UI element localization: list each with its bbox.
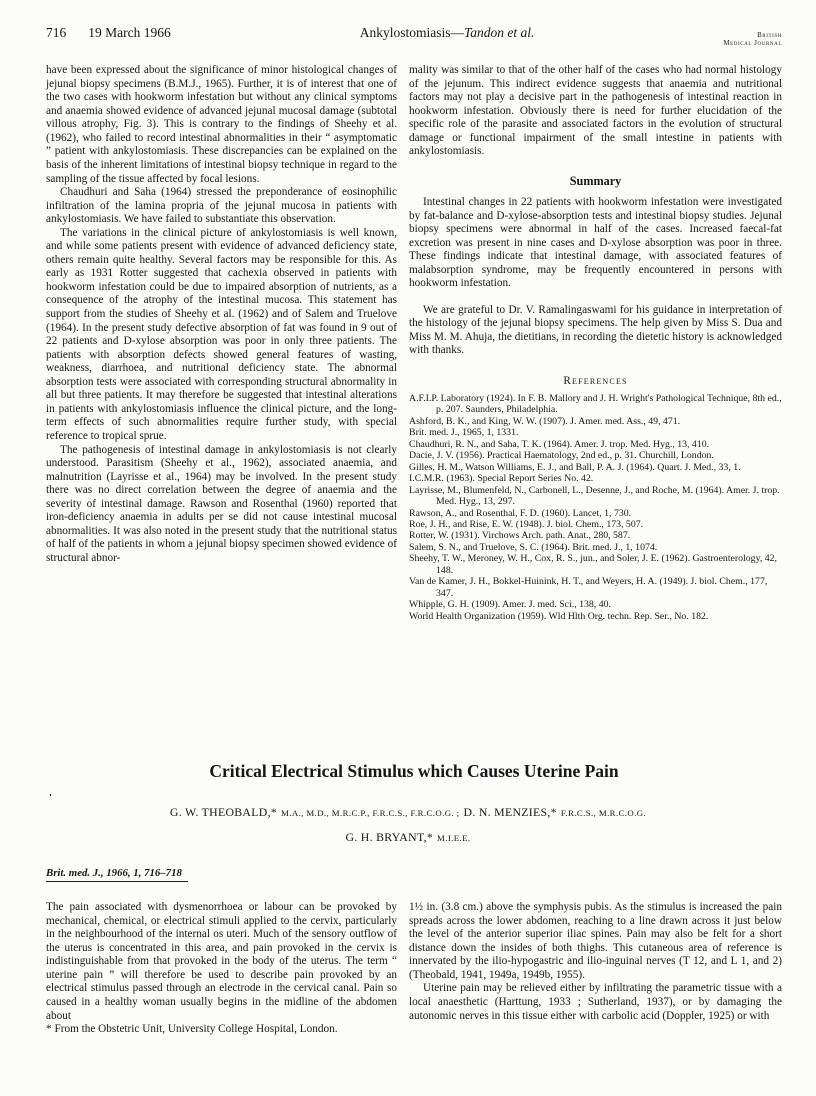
reference-item: Gilles, H. M., Watson Williams, E. J., and Ball, P. A. J. (1964). Quart. J. Med., 33, 1. [409,461,741,473]
authors-line-1 [0,803,816,821]
reference-item: Whipple, G. H. (1909). Amer. J. med. Sci., 138, 40. [409,599,611,611]
author-credentials: M.A., M.D., M.R.C.P., F.R.C.S., F.R.C.O.G. ; [281,808,460,819]
discussion-right-column [409,64,782,714]
reference-list [409,393,782,622]
summary-heading: Summary [569,174,622,189]
references-heading: References [563,375,628,388]
reference-item: Rotter, W. (1931). Virchows Arch. path. Anat., 280, 587. [409,530,631,542]
author-name: G. H. BRYANT,* [345,830,434,845]
scan-artifact-mark: ' [49,792,53,804]
reference-item: World Health Organization (1959). Wld Hlth Org. techn. Rep. Ser., No. 182. [409,610,709,622]
journal-name-line2: Medical Journal [723,39,782,47]
citation-row [46,863,782,882]
reference-item: Rawson, A., and Rosenthal, F. D. (1960). Lancet, 1, 730. [409,507,632,519]
running-title-authors: Tandon et al. [464,25,535,40]
article-right-column [409,901,782,1036]
author-credentials: F.R.C.S., M.R.C.O.G. [560,808,647,819]
paragraph: The variations in the clinical picture of ankylostomiasis is well known, and while some patients present with evidence of advanced deficiency state, others remain quite healthy. Several factors may be responsible for this. As early as 1931 Rotter suggested that cachexia observed in patients with hookworm infestation could be due to impaired absorption of nutrients, as a consequence of the atrophy of the intestinal mucosa. This statement has support from the studies of Sheehy et al. (1962) and of Salem and Truelove (1964). In the present study defective absorption of fat was found in 9 out of 22 patients and D-xylose absorption was poor in only three patients. The patients with absorption defects showed general features of wasting, weakness, diarrhoea, and nutritional deficiency state. The abnormal absorption tests were associated with corresponding structural abnormality in all but three patients. It may therefore be suggested that intestinal alterations in patients with ankylostomiasis influence the clinical picture, and the long-term effects of such abnormalities require further study, with special reference to tropical sprue. [46,226,398,442]
reference-item: Chaudhuri, R. N., and Saha, T. K. (1964). Amer. J. trop. Med. Hyg., 13, 410. [409,438,710,450]
page-number: 716 [46,25,67,40]
author-name: G. W. THEOBALD,* [169,805,278,820]
running-head-left [46,25,171,41]
paragraph: Chaudhuri and Saha (1964) stressed the preponderance of eosinophilic infiltration of the lamina propria of the jejunal mucosa in patients with ankylostomiasis. We have failed to substantiate this observation. [46,186,398,226]
author-credentials: M.I.E.E. [437,833,471,844]
paragraph: The pain associated with dysmenorrhoea or labour can be provoked by mechanical, chemical, or electrical stimuli applied to the cervix, particularly in the neighbourhood of the internal os uteri. Much of the sensory outflow of the uterus is concentrated in this area, and pain provoked in the cervix is indistinguishable from that provoked in the body of the uterus. The term “ uterine pain ” will therefore be used to describe pain provoked by an electrical stimulus passed through an electrode in the cervical canal. Pain so caused in a healthy woman usually begins in the midline of the abdomen about [46,901,398,1022]
reference-item: Ashford, B. K., and King, W. W. (1907). J. Amer. med. Ass., 49, 471. [409,415,681,427]
reference-item: I.C.M.R. (1963). Special Report Series No. 42. [409,473,594,485]
footnote: * From the Obstetric Unit, University College Hospital, London. [46,1023,338,1036]
citation-line: Brit. med. J., 1966, 1, 716–718 [46,867,188,882]
article-columns [46,901,782,1036]
reference-item: Dacie, J. V. (1956). Practical Haematology, 2nd ed., p. 31. Churchill, London. [409,450,714,462]
running-head [46,0,782,47]
authors-line-2 [0,828,816,846]
paragraph: The pathogenesis of intestinal damage in ankylostomiasis is not clearly understood. Parasitism (Sheehy et al., 1962), associated anaemia, and malnutrition (Layrisse et al., 1964) may be involved. In the present study there was no direct correlation between the degree of anaemia and the severity of intestinal damage. Rawson and Rosenthal (1960) reported that iron-deficiency anaemia in adults per se did not cause intestinal mucosal abnormalities. It was also noted in the present study that the nutritional status of half of the patients in whom a jejunal biopsy specimen showed evidence of structural abnor- [46,443,398,564]
running-title-text: Ankylostomiasis— [359,25,465,40]
reference-item: Brit. med. J., 1965, 1, 1331. [409,427,519,439]
paragraph: have been expressed about the significance of minor histological changes of jejunal biopsy specimens (B.M.J., 1965). Further, it is of interest that one of the two cases with hookworm infestation but without any clinical symptoms and anaemia showed evidence of advanced jejunal mucosal damage (subtotal villous atrophy, Fig. 3). This is contrary to the findings of Sheehy et al. (1962), who failed to record intestinal abnormalities in their “ asymptomatic ” patient with ankylostomiasis. These discrepancies can be explained on the basis of the inherent limitations of intestinal biopsy technique in regard to the sampling of the tissue affected by focal lesions. [46,64,398,185]
reference-item: A.F.I.P. Laboratory (1924). In F. B. Mallory and J. H. Wright's Pathological Technique, 8th ed., p. 207. Saunders, Philadelphia. [409,393,782,416]
author-name: D. N. MENZIES,* [463,805,557,820]
paragraph: mality was similar to that of the other half of the cases who had normal histology of the jejunum. This indirect evidence suggests that anaemia and nutritional factors may not play a decisive part in the pathogenesis of intestinal reaction in hookworm infestation. Obviously there is need for further elucidation of the specific role of the parasite and associated factors in the evolution of structural damage or functional impairment of the small intestine in patients with ankylostomiasis. [409,64,782,158]
reference-item: Sheehy, T. W., Meroney, W. H., Cox, R. S., jun., and Soler, J. E. (1962). Gastroenterology, 42, 148. [409,553,777,576]
article-left-column [46,901,397,1036]
journal-name-line1: British [757,32,782,39]
article-title: Critical Electrical Stimulus which Causes Uterine Pain [209,761,619,782]
acknowledgement-paragraph: We are grateful to Dr. V. Ramalingaswami for his guidance in interpretation of the histology of the jejunal biopsy specimens. The help given by Miss S. Dua and Miss M. M. Ahuja, the dietitians, in recording the dietetic history is acknowledged with thanks. [409,303,782,357]
discussion-columns [46,64,782,714]
paragraph: Uterine pain may be relieved either by infiltrating the parametric tissue with a local anaesthetic (Harttung, 1933 ; Sutherland, 1937), or by damaging the autonomic nerves in this tissue either with carbolic acid (Doppler, 1925) or with [409,982,782,1022]
reference-item: Roe, J. H., and Rise, E. W. (1948). J. biol. Chem., 173, 507. [409,519,644,531]
discussion-left-column [46,64,397,714]
summary-paragraph: Intestinal changes in 22 patients with hookworm infestation were investigated by fat-balance and D-xylose-absorption tests and intestinal biopsy studies. Jejunal biopsy specimens were abnormal in half of the cases. Increased faecal-fat excretion was present in nine cases and D-xylose absorption was poor in three. These findings indicate that intestinal damage, with associated features of malabsorption syndrome, may be frequently encountered in persons with hookworm infestation. [409,196,782,290]
reference-item: Salem, S. N., and Truelove, S. C. (1964). Brit. med. J., 1, 1074. [409,541,658,553]
reference-item: Layrisse, M., Blumenfeld, N., Carbonell, L., Desenne, J., and Roche, M. (1964). Amer. J. trop. Med. Hyg., 13, 297. [409,484,780,508]
journal-name [723,32,782,47]
issue-date: 19 March 1966 [88,25,171,40]
reference-item: Van de Kamer, J. H., Bokkel-Huinink, H. T., and Weyers, H. A. (1949). J. biol. Chem., 177, 347. [409,576,768,599]
running-title [171,25,724,41]
paragraph: 1½ in. (3.8 cm.) above the symphysis pubis. As the stimulus is increased the pain spreads across the lower abdomen, reaching to a line drawn across it just below the level of the anterior superior iliac spines. Pain may also be felt for a short distance down the insides of both thighs. This cutaneous area of reference is innervated by the ilio-hypogastric and ilio-inguinal nerves (T 12, and L 1, and 2) (Theobald, 1941, 1949a, 1949b, 1955). [409,901,782,981]
